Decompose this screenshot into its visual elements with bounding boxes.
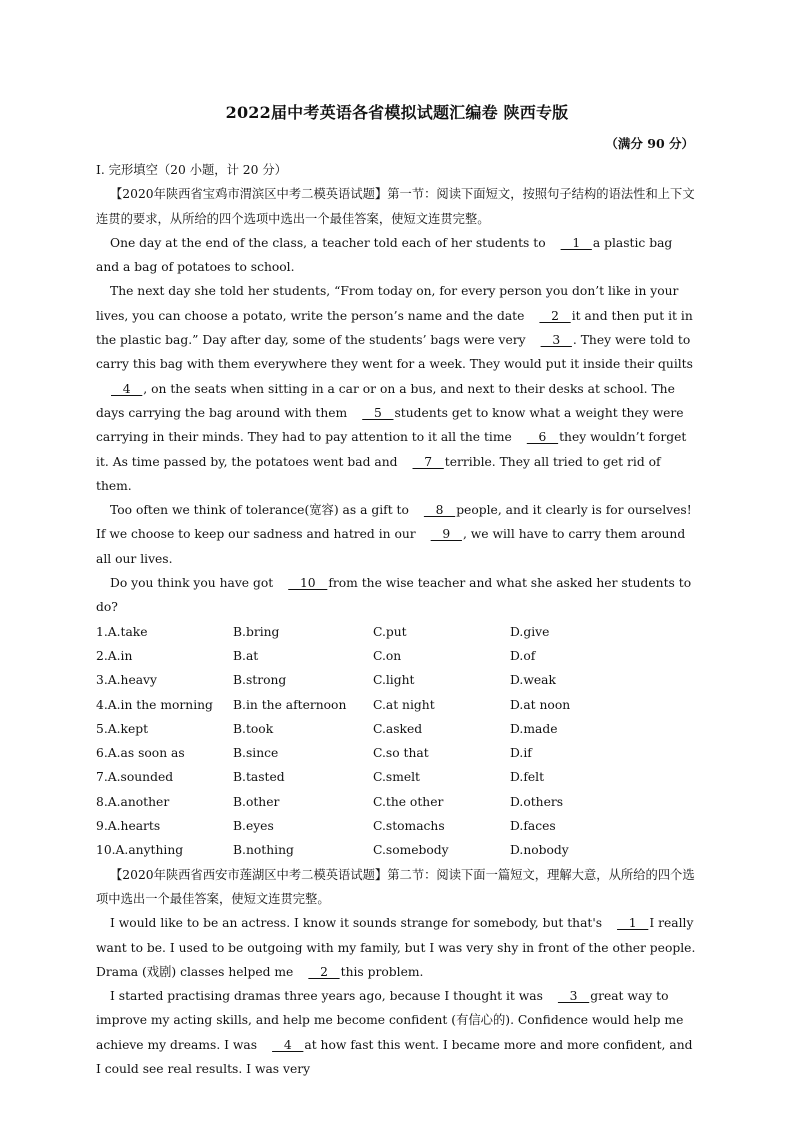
option-a: 4.A.in the morning <box>96 697 213 712</box>
text-run: students get to know what a weight they were carrying in their minds. They had to pay attention to it all the time <box>96 405 684 445</box>
option-row <box>96 668 698 692</box>
option-b: B.took <box>233 721 274 736</box>
part1-paragraph-1 <box>96 231 698 280</box>
part1-paragraph-2 <box>96 279 698 498</box>
option-a: 8.A.another <box>96 794 170 809</box>
option-a: 10.A.anything <box>96 843 184 858</box>
option-b: B.nothing <box>233 843 294 858</box>
option-c: C.asked <box>373 721 423 736</box>
option-row <box>96 838 698 862</box>
text-run: The next day she told her students, “From today on, for every person you don’t like in your lives, you can choose a potato, write the person’s name and the date <box>96 284 679 323</box>
option-d: D.nobody <box>510 843 569 858</box>
option-c: C.the other <box>373 794 444 809</box>
option-c: C.light <box>373 673 415 688</box>
option-d: D.felt <box>510 770 545 785</box>
blank-4: 4 <box>272 1037 304 1052</box>
option-c: C.so that <box>373 746 429 761</box>
text-run: they wouldn’t forget it. As time passed by, the potatoes went bad and <box>96 430 687 469</box>
option-d: D.at noon <box>510 697 571 712</box>
option-row <box>96 765 698 789</box>
option-a: 7.A.sounded <box>96 770 174 785</box>
part1-paragraph-4 <box>96 571 698 620</box>
part2-paragraph-2 <box>96 984 698 1081</box>
option-row <box>96 790 698 814</box>
blank-8: 8 <box>423 503 456 518</box>
option-b: B.eyes <box>233 819 274 834</box>
option-d: D.weak <box>510 673 556 688</box>
text-run: I would like to be an actress. I know it sounds strange for somebody, but that's <box>110 916 603 931</box>
blank-5: 5 <box>362 405 394 420</box>
part1-paragraph-3 <box>96 498 698 571</box>
text-run: a plastic bag and a bag of potatoes to school. <box>96 235 673 275</box>
option-d: D.others <box>510 794 564 809</box>
blank-10: 10 <box>288 576 328 591</box>
option-b: B.other <box>233 794 280 809</box>
blank-3: 3 <box>557 989 590 1004</box>
text-run: Too often we think of tolerance(宽容) as a gift to <box>110 503 409 518</box>
option-row <box>96 620 698 644</box>
blank-6: 6 <box>526 430 559 445</box>
blank-4: 4 <box>111 381 143 396</box>
option-b: B.strong <box>233 673 287 688</box>
blank-9: 9 <box>430 527 462 542</box>
text-run: Do you think you have got <box>110 576 274 591</box>
option-d: D.faces <box>510 819 556 834</box>
part2-paragraph-1 <box>96 911 698 984</box>
answer-options <box>96 620 698 863</box>
exam-content <box>96 158 698 1081</box>
blank-7: 7 <box>412 454 444 469</box>
option-row <box>96 717 698 741</box>
blank-2: 2 <box>308 964 340 979</box>
blank-2: 2 <box>539 308 571 323</box>
text-run: , on the seats when sitting in a car or on a bus, and next to their desks at school. The days carrying the bag around with them <box>96 381 675 420</box>
part1-heading: 【2020年陕西省宝鸡市渭滨区中考二模英语试题】第一节：阅读下面短文，按照句子结构的语法性和上下文连贯的要求，从所给的四个选项中选出一个最佳答案，使短文连贯完整。 <box>96 187 695 226</box>
option-c: C.on <box>373 648 402 663</box>
option-c: C.put <box>373 624 407 639</box>
option-b: B.at <box>233 648 259 663</box>
option-d: D.give <box>510 624 550 639</box>
option-b: B.bring <box>233 624 280 639</box>
text-run: I started practising dramas three years ago, because I thought it was <box>110 989 543 1004</box>
option-a: 5.A.kept <box>96 721 149 736</box>
option-c: C.stomachs <box>373 819 445 834</box>
option-row <box>96 644 698 668</box>
part2-heading: 【2020年陕西省西安市莲湖区中考二模英语试题】第二节：阅读下面一篇短文，理解大意，从所给的四个选项中选出一个最佳答案，使短文连贯完整。 <box>96 867 695 906</box>
option-a: 3.A.heavy <box>96 673 157 688</box>
option-row <box>96 741 698 765</box>
text-run: . They were told to carry this bag with them everywhere they went for a week. They would put it inside their quilts <box>96 333 693 372</box>
option-a: 2.A.in <box>96 648 133 663</box>
blank-3: 3 <box>540 333 572 348</box>
text-run: this problem. <box>340 964 424 979</box>
text-run: I really want to be. I used to be outgoing with my family, but I was very shy in front of the other people. Drama (戏剧) classes helped me <box>96 916 696 979</box>
option-d: D.made <box>510 721 558 736</box>
text-run: people, and it clearly is for ourselves! If we choose to keep our sadness and hatred in our <box>96 503 692 542</box>
option-b: B.in the afternoon <box>233 697 347 712</box>
option-a: 6.A.as soon as <box>96 746 185 761</box>
option-d: D.of <box>510 648 536 663</box>
text-run: terrible. They all tried to get rid of them. <box>96 454 661 493</box>
full-score-note: （满分 90 分） <box>605 136 694 151</box>
option-b: B.since <box>233 746 279 761</box>
blank-1: 1 <box>617 916 649 931</box>
option-a: 9.A.hearts <box>96 819 161 834</box>
option-c: C.at night <box>373 697 435 712</box>
text-run: great way to improve my acting skills, and help me become confident (有信心的). Confidence would help me achieve my dreams. I was <box>96 989 684 1052</box>
option-c: C.smelt <box>373 770 421 785</box>
option-b: B.tasted <box>233 770 285 785</box>
section-heading: Ⅰ. 完形填空（20 小题，计 20 分） <box>96 163 287 177</box>
text-run: from the wise teacher and what she asked her students to do? <box>96 576 692 615</box>
text-run: One day at the end of the class, a teacher told each of her students to <box>110 235 546 250</box>
option-a: 1.A.take <box>96 624 148 639</box>
option-row <box>96 814 698 838</box>
option-d: D.if <box>510 746 532 761</box>
text-run: , we will have to carry them around all our lives. <box>96 527 686 566</box>
option-row <box>96 693 698 717</box>
option-c: C.somebody <box>373 843 449 858</box>
page-title: 2022届中考英语各省模拟试题汇编卷 陕西专版 <box>225 103 569 122</box>
blank-1: 1 <box>560 235 592 250</box>
text-run: it and then put it in the plastic bag.” Day after day, some of the students’ bags were very <box>96 308 693 348</box>
text-run: at how fast this went. I became more and more confident, and I could see real results. I was very <box>96 1037 693 1076</box>
